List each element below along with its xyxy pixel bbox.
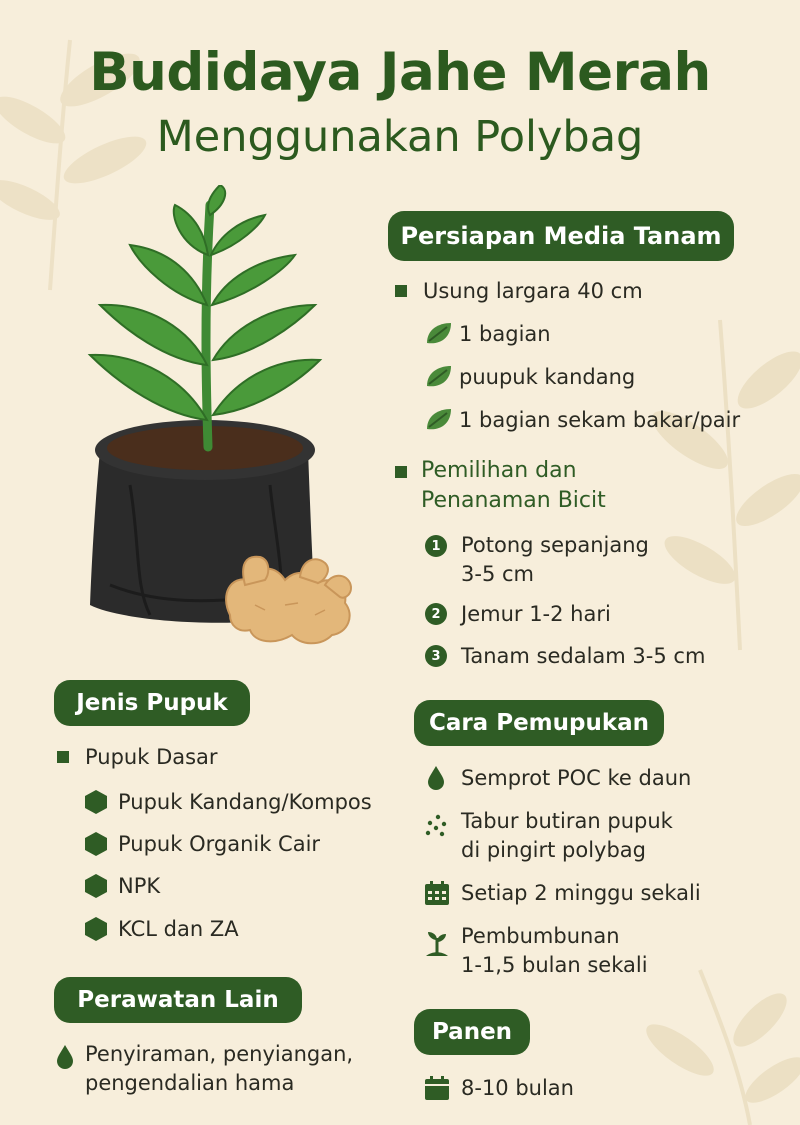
ginger-plant-polybag-illustration: [70, 185, 370, 665]
list-item: KCL dan ZA: [84, 915, 239, 943]
subsection-title: Penanaman Bicit: [421, 488, 606, 513]
square-bullet-icon: [395, 466, 407, 478]
list-item: Pupuk Kandang/Kompos: [84, 788, 372, 816]
section-heading-persiapan: Persiapan Media Tanam: [388, 211, 734, 261]
step-item: 3 Tanam sedalam 3-5 cm: [425, 642, 705, 670]
step-number-badge: 1: [425, 535, 447, 557]
step-item: 1 Potong sepanjang 3-5 cm: [425, 531, 649, 589]
section-heading-cara-pemupukan: Cara Pemupukan: [414, 700, 664, 746]
step-number-badge: 2: [425, 603, 447, 625]
subsection-title: Pemilihan dan: [421, 458, 577, 483]
list-item: Tabur butiran pupuk di pingirt polybag: [424, 807, 673, 865]
list-item: Usung largara 40 cm: [395, 277, 643, 305]
scatter-dots-icon: [424, 813, 450, 843]
list-item: puupuk kandang: [425, 363, 635, 391]
page-subtitle: Menggunakan Polybag: [156, 112, 644, 162]
section-heading-panen: Panen: [414, 1009, 530, 1055]
step-number-badge: 3: [425, 645, 447, 667]
leaf-icon: [425, 364, 453, 390]
list-item: Semprot POC ke daun: [426, 764, 691, 792]
list-item: Setiap 2 minggu sekali: [424, 879, 701, 907]
list-item: [395, 456, 606, 516]
list-item: Pupuk Organik Cair: [84, 830, 320, 858]
list-item: Pembumbunan 1-1,5 bulan sekali: [424, 922, 648, 980]
section-heading-jenis-pupuk: Jenis Pupuk: [54, 680, 250, 726]
leaf-icon: [425, 321, 453, 347]
step-item: 2 Jemur 1-2 hari: [425, 600, 611, 628]
list-item: Pupuk Dasar: [57, 743, 218, 771]
hexagon-bullet-icon: [84, 873, 108, 899]
droplet-icon: [55, 1044, 75, 1070]
hexagon-bullet-icon: [84, 831, 108, 857]
list-item: 1 bagian sekam bakar/pair: [425, 406, 740, 434]
sprout-icon: [424, 928, 450, 958]
leaf-icon: [425, 407, 453, 433]
list-item: 8-10 bulan: [424, 1074, 574, 1102]
list-item: 1 bagian: [425, 320, 551, 348]
square-bullet-icon: [395, 285, 407, 297]
list-item: Penyiraman, penyiangan, pengendalian hama: [55, 1040, 353, 1098]
background-leaf-icon: [620, 300, 800, 660]
list-item: NPK: [84, 872, 160, 900]
section-heading-perawatan: Perawatan Lain: [54, 977, 302, 1023]
hexagon-bullet-icon: [84, 789, 108, 815]
background-leaf-icon: [600, 960, 800, 1125]
droplet-icon: [426, 765, 446, 791]
calendar-icon: [424, 1075, 450, 1101]
page-title: Budidaya Jahe Merah: [89, 42, 711, 103]
hexagon-bullet-icon: [84, 916, 108, 942]
calendar-icon: [424, 880, 450, 906]
square-bullet-icon: [57, 751, 69, 763]
